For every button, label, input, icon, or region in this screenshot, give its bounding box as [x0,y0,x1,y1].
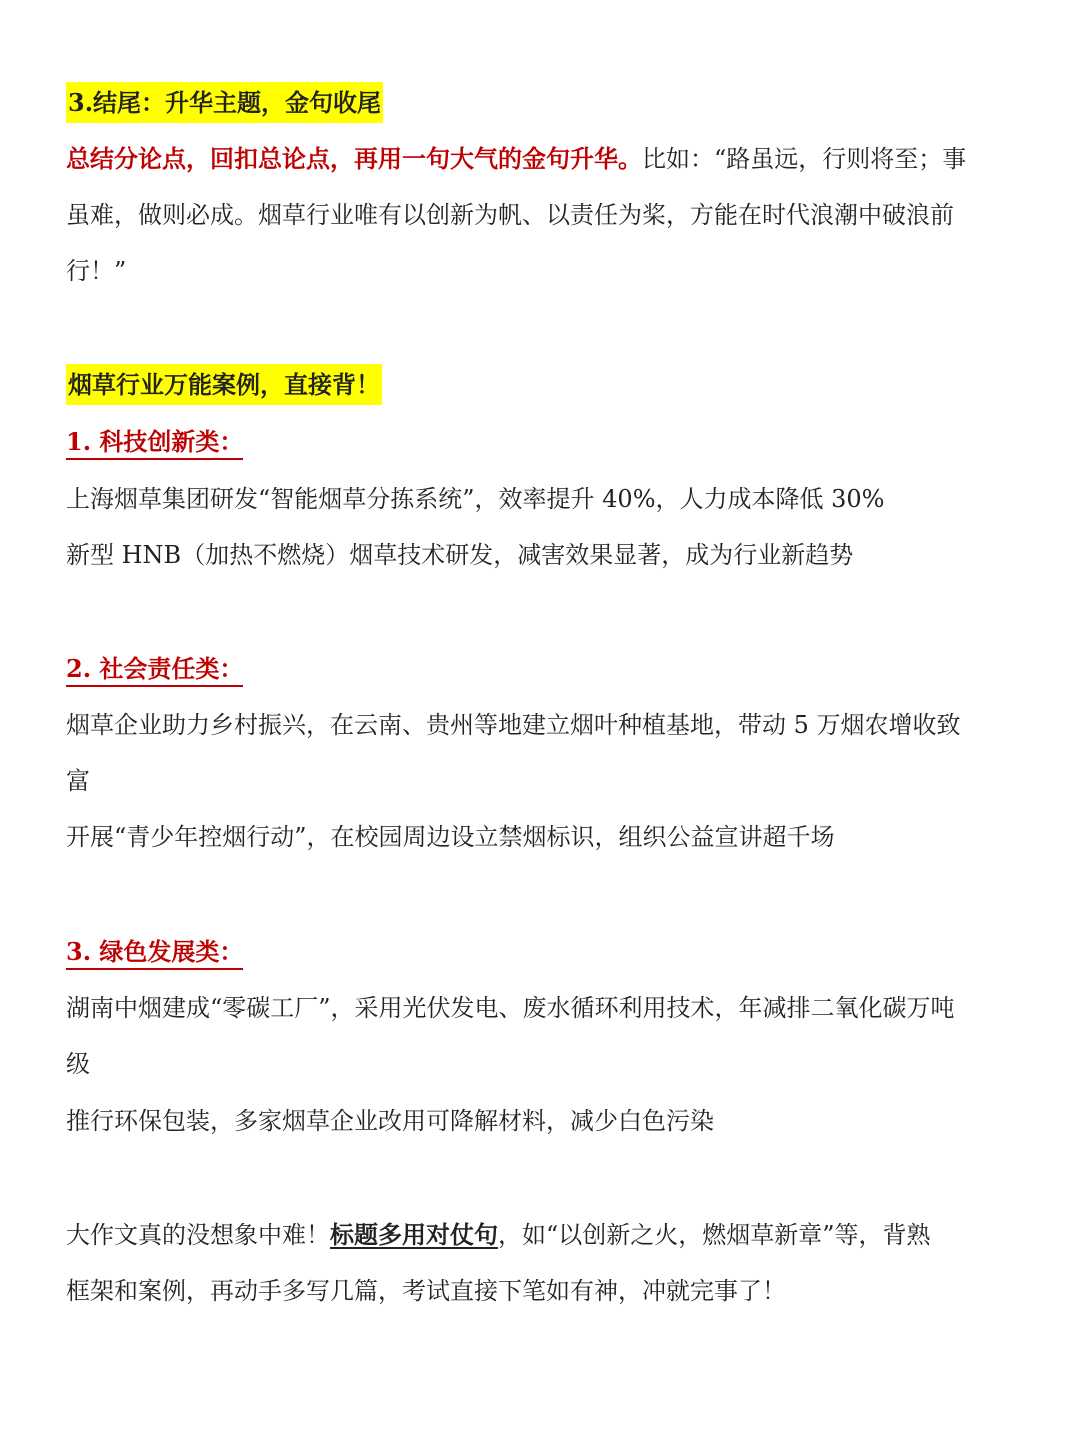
section-2-title-line [66,651,1016,687]
section-3-line-3: 推行环保包装，多家烟草企业改用可降解材料，减少白色污染 [66,1107,714,1135]
section-2-line-3: 开展“青少年控烟行动”，在校园周边设立禁烟标识，组织公益宣讲超千场 [66,823,835,851]
closing-paragraph-line-1 [66,141,1016,177]
section-3-title-line [66,934,1016,970]
closing-heading-line [66,85,1016,121]
ending-line-2: 框架和案例，再动手多写几篇，考试直接下笔如有神，冲就完事了！ [66,1277,786,1305]
section-2-title: 2. 社会责任类： [66,654,243,687]
closing-heading: 3.结尾：升华主题，金句收尾 [66,82,383,123]
section-3-line-1: 湖南中烟建成“零碳工厂”，采用光伏发电、废水循环利用技术，年减排二氧化碳万吨 [66,994,955,1022]
section-2-line-2: 富 [66,767,90,795]
section-1-title: 1. 科技创新类： [66,427,243,460]
section-1-line-2: 新型 HNB（加热不燃烧）烟草技术研发，减害效果显著，成为行业新趋势 [66,541,854,569]
section-2-line-1: 烟草企业助力乡村振兴，在云南、贵州等地建立烟叶种植基地，带动 5 万烟农增收致 [66,711,961,739]
cases-heading-line [66,367,1016,403]
ending-part-2: ，如“以创新之火，燃烟草新章”等，背熟 [498,1221,931,1249]
section-3-line-2: 级 [66,1050,90,1078]
closing-example-text: 比如：“路虽远，行则将至；事 [642,145,967,173]
closing-red-text: 总结分论点，回扣总论点，再用一句大气的金句升华。 [66,144,642,173]
section-1-title-line [66,424,1016,460]
section-3-title: 3. 绿色发展类： [66,937,243,970]
cases-heading: 烟草行业万能案例，直接背！ [66,364,382,405]
ending-underlined-text: 标题多用对仗句 [330,1220,498,1249]
ending-part-1: 大作文真的没想象中难！ [66,1221,330,1249]
section-1-line-1: 上海烟草集团研发“智能烟草分拣系统”，效率提升 40%，人力成本降低 30% [66,485,885,513]
ending-line-1 [66,1217,1016,1253]
closing-paragraph-line-2: 虽难，做则必成。烟草行业唯有以创新为帆、以责任为桨，方能在时代浪潮中破浪前 [66,201,954,229]
closing-paragraph-line-3: 行！” [66,257,127,285]
